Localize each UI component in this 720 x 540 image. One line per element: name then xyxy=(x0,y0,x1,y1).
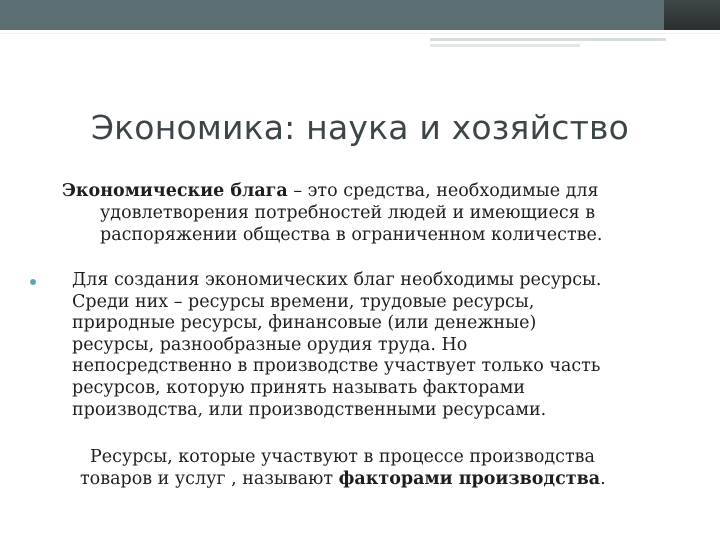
bullet-line: производства, или производственными ресурсами. xyxy=(72,399,547,420)
bullet-dot-icon xyxy=(30,279,36,285)
bullet-line: ресурсов, которую принять называть факторами xyxy=(72,377,525,398)
decorative-line-long xyxy=(430,38,666,41)
bullet-line: непосредственно в производстве участвует только часть xyxy=(72,356,601,377)
bullet-line: ресурсы, разнообразные орудия труда. Но xyxy=(72,334,468,355)
closing-line-2-end: . xyxy=(600,469,606,489)
definition-line-1-rest: – это средства, необходимые для xyxy=(287,181,599,201)
definition-line-1 xyxy=(62,180,702,202)
bullet-line: Среди них – ресурсы времени, трудовые ресурсы, xyxy=(72,291,535,312)
slide-title: Экономика: наука и хозяйство xyxy=(90,108,630,147)
bullet-list-item xyxy=(30,270,710,421)
closing-paragraph xyxy=(80,446,700,490)
closing-key-term: факторами производства xyxy=(338,469,601,489)
definition-term: Экономические блага xyxy=(62,181,288,201)
closing-line-1: Ресурсы, которые участвуют в процессе производства xyxy=(90,447,595,467)
closing-line-2-start: товаров и услуг , называют xyxy=(80,469,339,489)
definition-line-2: удовлетворения потребностей людей и имеющиеся в xyxy=(100,203,596,223)
bullet-line: Для создания экономических благ необходимы ресурсы. xyxy=(72,270,602,290)
bullet-line: природные ресурсы, финансовые (или денежные) xyxy=(72,313,537,334)
decorative-line-short xyxy=(430,44,580,47)
definition-paragraph xyxy=(62,180,702,246)
top-decorative-bar xyxy=(0,0,720,30)
top-divider-line xyxy=(0,33,720,34)
top-bar-corner-accent xyxy=(664,0,720,30)
bullet-text xyxy=(72,270,710,421)
definition-line-3: распоряжении общества в ограниченном количестве. xyxy=(100,225,603,245)
closing-line-2 xyxy=(80,468,700,490)
